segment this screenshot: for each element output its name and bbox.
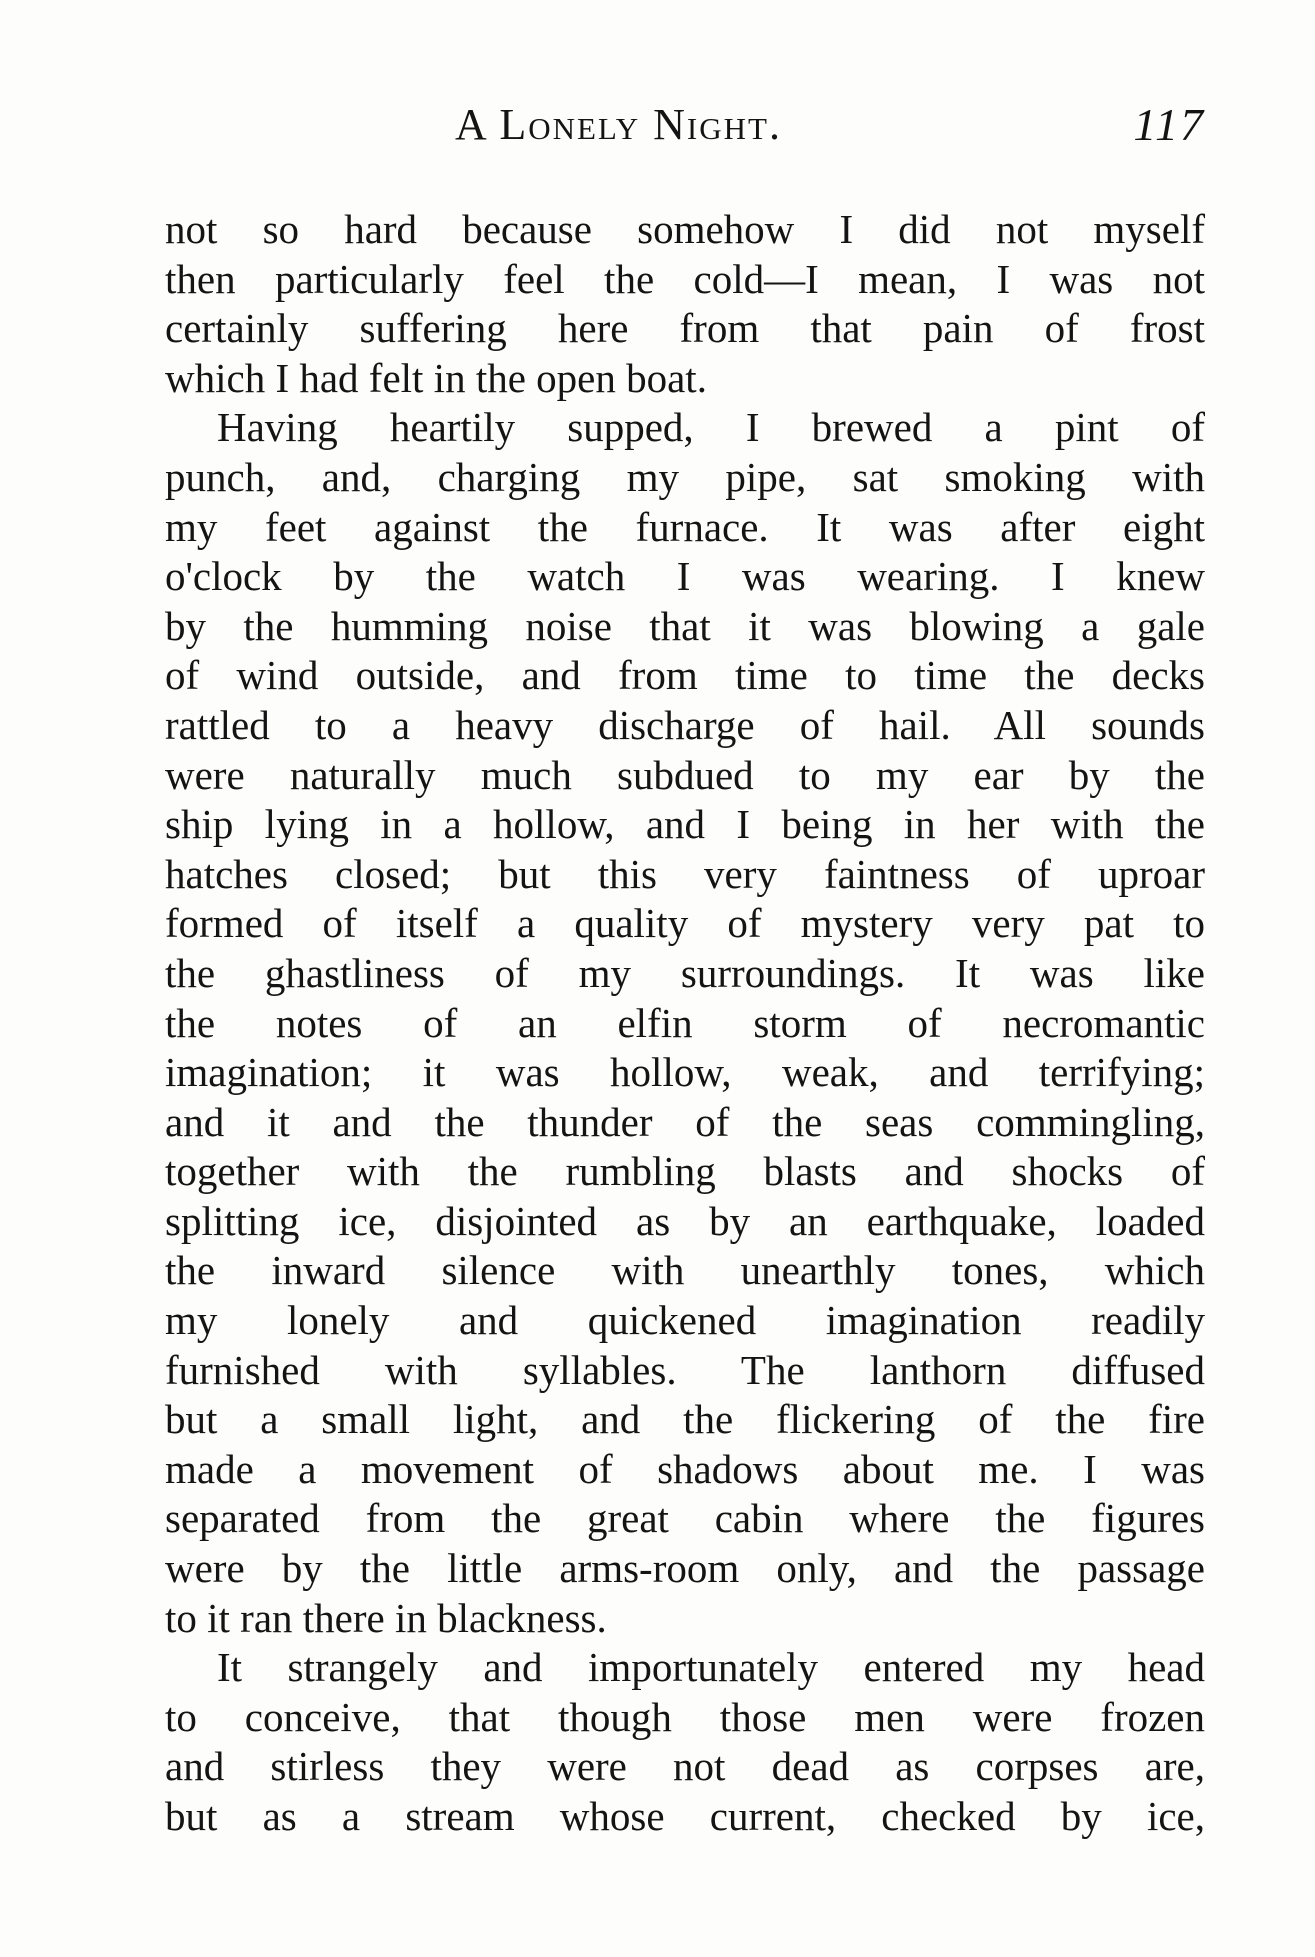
text-line: my lonely and quickened imagination readily	[165, 1297, 1205, 1344]
text-line: made a movement of shadows about me. I was	[165, 1445, 1205, 1492]
text-line: Having heartily supped, I brewed a pint of	[217, 404, 1205, 451]
text-line: my feet against the furnace. It was after eight	[165, 503, 1205, 550]
text-line: o'clock by the watch I was wearing. I knew	[165, 553, 1205, 600]
text-line: and it and the thunder of the seas commingling,	[165, 1098, 1205, 1145]
text-line: not so hard because somehow I did not myself	[165, 206, 1205, 252]
text-line: together with the rumbling blasts and shocks of	[165, 1148, 1205, 1195]
text-line: It strangely and importunately entered my head	[217, 1644, 1205, 1691]
text-line: and stirless they were not dead as corpses are,	[165, 1743, 1205, 1790]
text-line: then particularly feel the cold—I mean, I was not	[165, 255, 1205, 302]
text-line: rattled to a heavy discharge of hail. All sounds	[165, 701, 1205, 748]
text-line: furnished with syllables. The lanthorn diffused	[165, 1346, 1205, 1393]
body-text	[165, 205, 1205, 1842]
text-line: to it ran there in blackness.	[165, 1594, 607, 1641]
text-line: punch, and, charging my pipe, sat smoking with	[165, 453, 1205, 500]
text-line: but a small light, and the flickering of the fire	[165, 1396, 1205, 1443]
text-line: which I had felt in the open boat.	[165, 354, 707, 401]
text-line: splitting ice, disjointed as by an earthquake, loaded	[165, 1197, 1205, 1244]
text-line: ship lying in a hollow, and I being in her with the	[165, 801, 1205, 848]
running-head	[165, 95, 1205, 155]
text-line: were naturally much subdued to my ear by the	[165, 751, 1205, 798]
text-line: certainly suffering here from that pain of frost	[165, 305, 1205, 352]
page-number: 117	[1133, 99, 1205, 150]
text-line: the inward silence with unearthly tones, which	[165, 1247, 1205, 1294]
text-line: separated from the great cabin where the figures	[165, 1495, 1205, 1542]
text-line: but as a stream whose current, checked by ice,	[165, 1793, 1205, 1839]
text-line: imagination; it was hollow, weak, and terrifying;	[165, 1049, 1205, 1096]
text-line: by the humming noise that it was blowing a gale	[165, 602, 1205, 649]
text-line: the ghastliness of my surroundings. It was like	[165, 949, 1205, 996]
text-line: of wind outside, and from time to time the decks	[165, 652, 1205, 699]
text-line: to conceive, that though those men were frozen	[165, 1693, 1205, 1740]
text-line: the notes of an elfin storm of necromantic	[165, 999, 1205, 1046]
text-line: were by the little arms-room only, and the passage	[165, 1545, 1205, 1592]
text-line: hatches closed; but this very faintness of uproar	[165, 850, 1205, 897]
text-line: formed of itself a quality of mystery very pat to	[165, 900, 1205, 947]
running-title: A Lonely Night.	[455, 100, 782, 149]
